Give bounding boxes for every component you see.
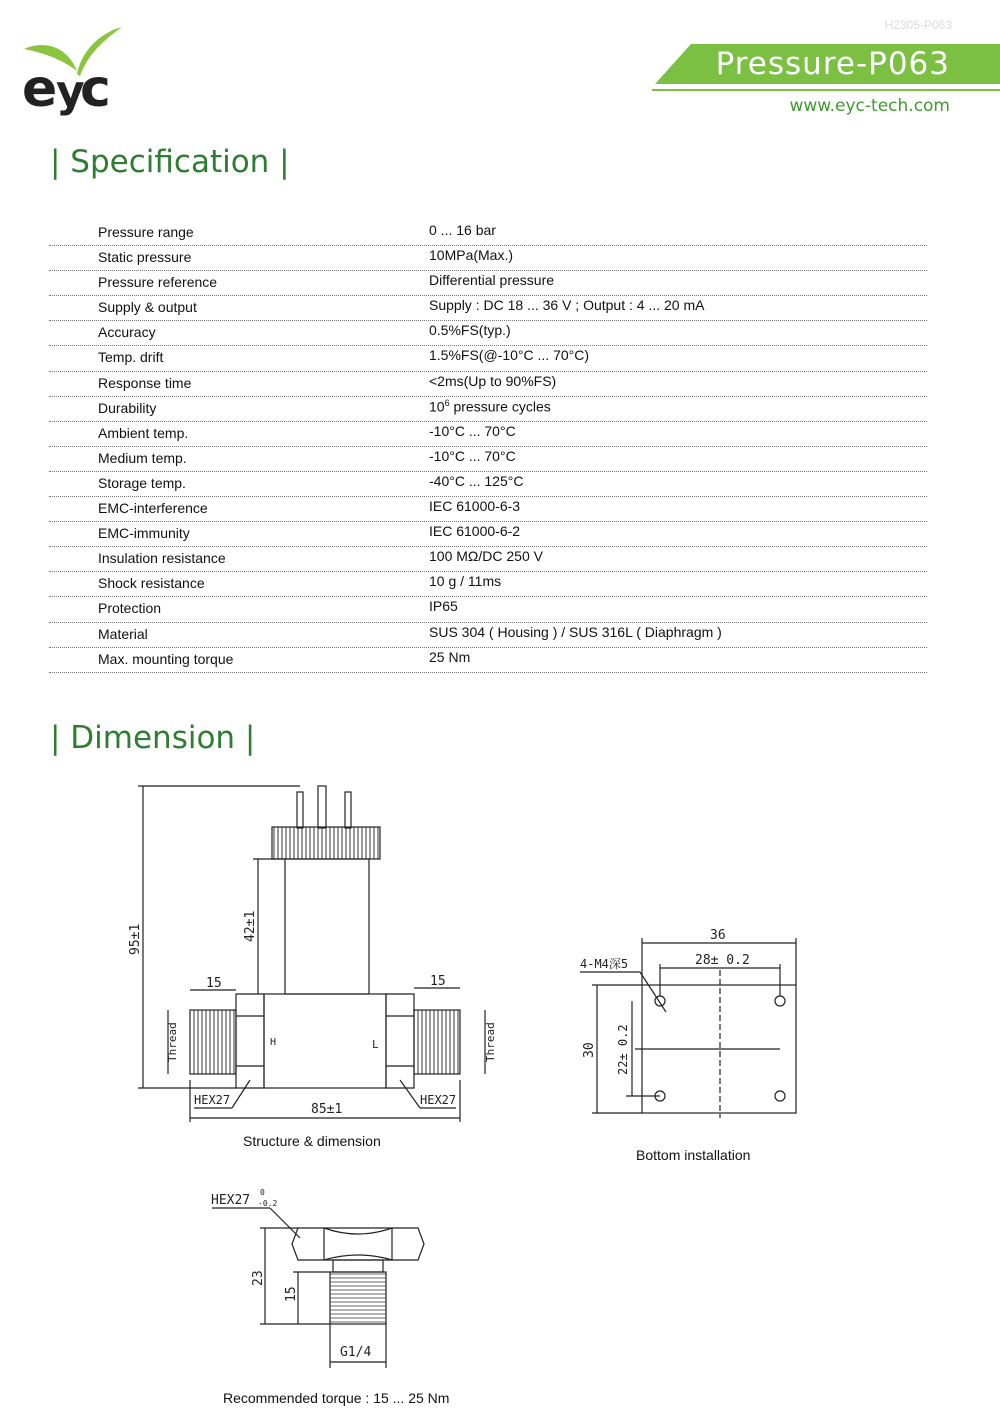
spec-value: -40°C ... 125°C [429,472,524,489]
bottom-height-label: 30 [582,1042,597,1058]
spec-row [49,321,927,346]
spec-row [49,372,927,397]
spec-row [49,221,927,246]
spec-label: Response time [98,374,192,391]
dimension-heading: | Dimension | [50,720,256,756]
spec-value [429,398,551,415]
spec-value: 1.5%FS(@-10°C ... 70°C) [429,347,590,364]
spec-label: Temp. drift [98,349,164,366]
dim-right-label: 15 [430,974,446,989]
bottom-hole-height-label: 22± 0.2 [616,1024,630,1075]
spec-row [49,346,927,371]
eyc-logo [22,24,132,119]
spec-row [49,597,927,622]
spec-value: 10MPa(Max.) [429,247,514,264]
spec-row [49,522,927,547]
spec-row [49,447,927,472]
bottom-holes-label: 4-M4深5 [580,957,629,971]
spec-value: 0 ... 16 bar [429,222,496,238]
spec-label: Ambient temp. [98,424,189,441]
spec-label: Supply & output [98,299,197,316]
spec-row [49,497,927,522]
spec-row [49,246,927,271]
spec-row [49,623,927,648]
spec-row [49,472,927,497]
spec-row [49,572,927,597]
spec-label: Medium temp. [98,449,187,466]
spec-label: Max. mounting torque [98,650,234,667]
spec-label: Shock resistance [98,575,205,592]
structure-drawing [120,780,500,1130]
spec-label: Insulation resistance [98,550,226,567]
logo-letter-c: c [80,59,111,119]
durability-exponent: 6 [444,397,450,408]
spec-value: -10°C ... 70°C [429,447,516,464]
bottom-width-label: 36 [710,928,726,943]
spec-row [49,547,927,572]
spec-row [49,271,927,296]
fitting-total-label: 23 [251,1270,266,1286]
spec-label: Material [98,625,148,642]
fitting-hex-tol-bottom: -0.2 [258,1199,278,1208]
spec-value: 0.5%FS(typ.) [429,322,511,339]
document-code: H2305-P063 [884,18,952,32]
spec-row [49,422,927,447]
bottom-hole-span-label: 28± 0.2 [695,953,750,968]
spec-label: Pressure reference [98,274,218,291]
spec-label: Durability [98,399,157,416]
bottom-installation-caption: Bottom installation [636,1147,751,1163]
spec-value: SUS 304 ( Housing ) / SUS 316L ( Diaphragm ) [429,623,722,640]
durability-unit: pressure cycles [449,398,551,415]
spec-row [49,648,927,673]
hex-left-label: HEX27 [194,1093,231,1107]
dim-height-label: 95±1 [128,923,143,955]
specification-table [49,221,927,673]
spec-value: IEC 61000-6-3 [429,498,521,515]
spec-value: -10°C ... 70°C [429,422,516,439]
bottom-installation-drawing [570,920,810,1120]
spec-label: Storage temp. [98,474,186,491]
spec-value: Differential pressure [429,272,555,289]
spec-label: Pressure range [98,224,194,240]
logo-letter-e: e [22,59,58,119]
fitting-hex-label: HEX27 [211,1193,251,1208]
fitting-thread-label: G1/4 [340,1345,372,1360]
dim-left-label: 15 [206,976,222,991]
hex-right-label: HEX27 [420,1093,457,1107]
fitting-thread-length-label: 15 [284,1286,299,1302]
spec-label: EMC-interference [98,500,208,517]
recommended-torque-caption: Recommended torque : 15 ... 25 Nm [223,1390,450,1406]
mark-l-label: L [372,1038,379,1051]
product-title: Pressure-P063 [715,46,950,82]
spec-value: 100 MΩ/DC 250 V [429,548,543,565]
spec-value: 10 g / 11ms [429,573,502,590]
spec-label: Accuracy [98,324,156,341]
thread-right-label: Thread [484,1022,497,1062]
thread-left-label: Thread [166,1022,179,1062]
fitting-hex-tol-top: 0 [260,1188,265,1197]
spec-label: Protection [98,600,162,617]
fitting-drawing [205,1180,435,1370]
spec-value: Supply : DC 18 ... 36 V ; Output : 4 ... 20 mA [429,297,705,314]
spec-label: Static pressure [98,249,192,266]
website-link[interactable]: www.eyc-tech.com [789,96,950,116]
spec-value: <2ms(Up to 90%FS) [429,372,557,389]
specification-heading: | Specification | [50,144,290,180]
structure-caption: Structure & dimension [243,1133,381,1149]
spec-label: EMC-immunity [98,525,190,542]
spec-value: IP65 [429,598,458,615]
dim-body-label: 42±1 [243,910,258,942]
dim-length-label: 85±1 [311,1102,343,1117]
spec-value: 25 Nm [429,648,471,665]
title-underline [652,89,1000,91]
logo-letter-y: y [56,66,85,117]
mark-h-label: H [270,1037,277,1048]
spec-row [49,296,927,321]
durability-base: 10 [429,398,445,415]
spec-value: IEC 61000-6-2 [429,523,521,540]
spec-row [49,397,927,422]
